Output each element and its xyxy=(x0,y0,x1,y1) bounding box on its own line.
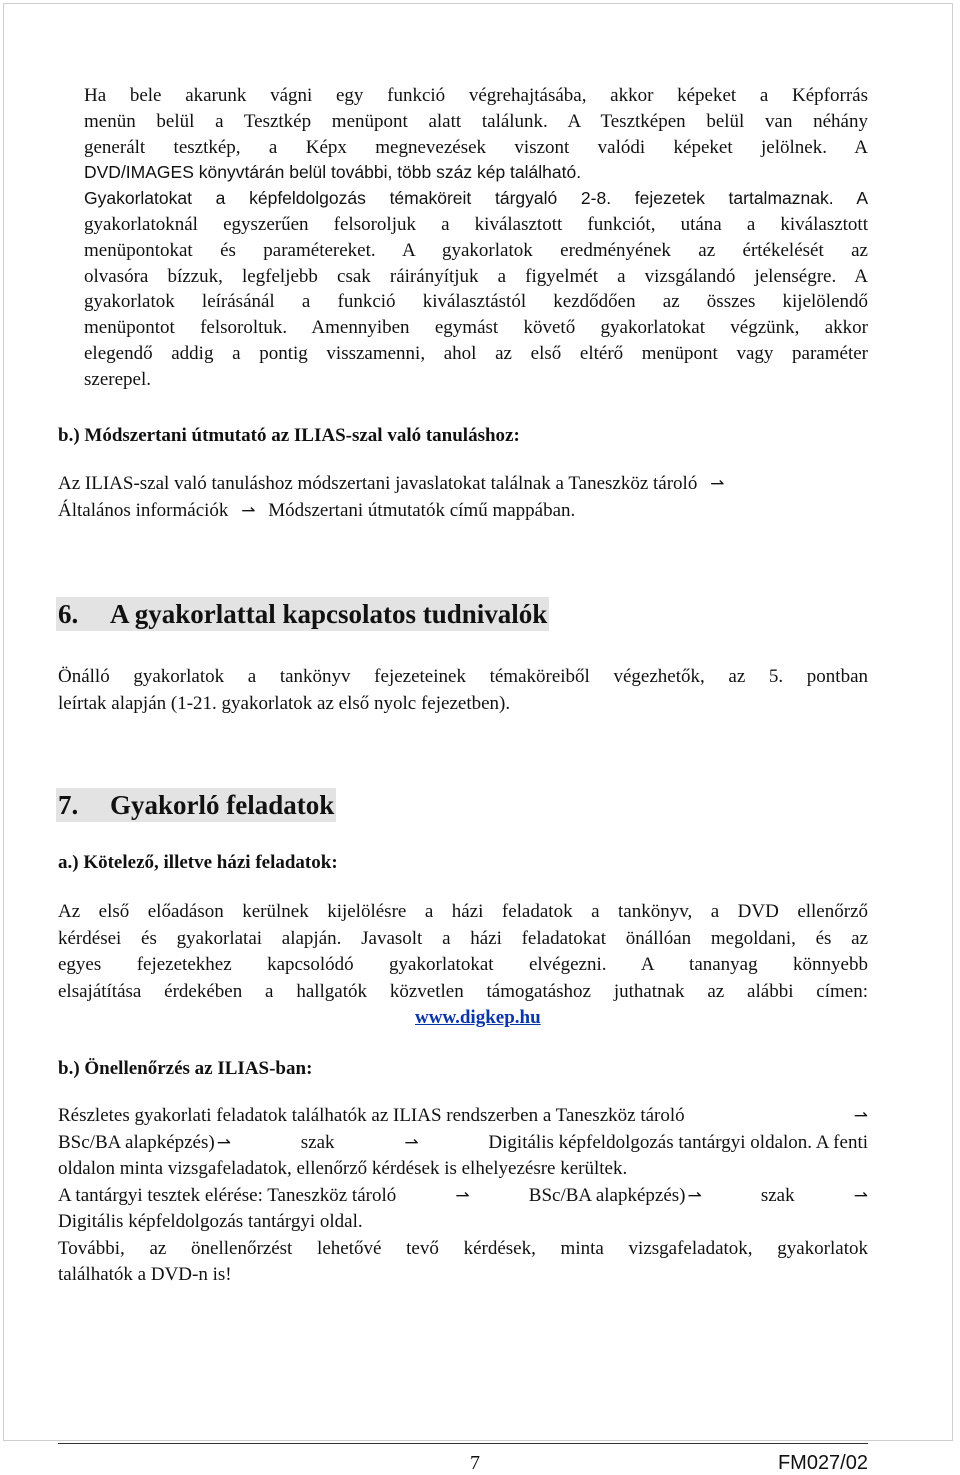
selfcheck-line xyxy=(58,1183,868,1210)
intro-line: menüpontot felsoroltuk. Amennyiben egymást követő gyakorlatokat végzünk, akkor xyxy=(84,317,868,339)
section-6-line: leírtak alapján (1-21. gyakorlatok az első nyolc fejezetben). xyxy=(58,692,511,714)
selfcheck-text: BSc/BA alapképzés) ⇀ xyxy=(58,1131,231,1153)
intro-paragraph xyxy=(84,83,868,393)
selfcheck-text: szak xyxy=(760,1184,795,1206)
selfcheck-line: További, az önellenőrzést lehetővé tevő kérdések, minta vizsgafeladatok, gyakorlatok xyxy=(58,1237,868,1259)
intro-line: generált tesztkép, a Képx megnevezések viszont valódi képeket jelölnek. A xyxy=(84,136,868,158)
intro-line: menün belül a Tesztkép menüpont alatt találunk. A Tesztképen belül van néhány xyxy=(84,110,868,132)
method-line-2 xyxy=(58,498,868,525)
selfcheck-line: Digitális képfeldolgozás tantárgyi oldal. xyxy=(58,1211,363,1232)
selfcheck-paragraph xyxy=(58,1103,868,1289)
digkep-link[interactable]: www.digkep.hu xyxy=(415,1007,541,1028)
method-text: Általános információk xyxy=(58,499,229,521)
page-number: 7 xyxy=(470,1452,480,1474)
selfcheck-line: találhatók a DVD-n is! xyxy=(58,1264,232,1285)
arrow-icon: ⇀ xyxy=(687,1185,702,1206)
selfcheck-line xyxy=(58,1130,868,1157)
section-6-line: Önálló gyakorlatok a tankönyv fejezeteinek témaköreiből végezhetők, az 5. pontban xyxy=(58,666,868,687)
section-6-title xyxy=(56,597,549,631)
section-number: 7. xyxy=(58,790,79,820)
method-paragraph xyxy=(58,471,868,524)
intro-line: gyakorlatoknál egyszerűen felsoroljuk a kiválasztott funkciót, utána a kiválasztott xyxy=(84,213,868,235)
arrow-icon: ⇀ xyxy=(710,474,725,494)
arrow-icon: ⇀ xyxy=(404,1132,419,1153)
section-7-title xyxy=(56,788,336,822)
selfcheck-text: A tantárgyi tesztek elérése: Taneszköz tároló xyxy=(58,1184,397,1206)
intro-line: szerepel. xyxy=(84,368,151,390)
arrow-icon: ⇀ xyxy=(241,500,256,521)
method-line-1 xyxy=(58,471,868,498)
arrow-icon: ⇀ xyxy=(455,1185,470,1206)
intro-line: Ha bele akarunk vágni egy funkció végrehajtásába, akkor képeket a Képforrás xyxy=(84,85,868,106)
homework-heading: a.) Kötelező, illetve házi feladatok: xyxy=(58,852,338,873)
method-heading: b.) Módszertani útmutató az ILIAS-szal való tanuláshoz: xyxy=(58,425,520,446)
method-text: Az ILIAS-szal való tanuláshoz módszertani javaslatokat találnak a Taneszköz tároló xyxy=(58,473,698,494)
intro-line: elegendő addig a pontig visszamenni, ahol az első eltérő menüpont vagy paraméter xyxy=(84,342,868,364)
section-title-text: Gyakorló feladatok xyxy=(110,790,335,820)
arrow-icon: ⇀ xyxy=(853,1106,868,1126)
selfcheck-text: BSc/BA alapképzés) ⇀ xyxy=(528,1184,702,1206)
arrow-icon: ⇀ xyxy=(853,1185,868,1206)
section-6-paragraph xyxy=(58,664,868,717)
method-text: Módszertani útmutatók című mappában. xyxy=(268,499,576,521)
selfcheck-text: Részletes gyakorlati feladatok találhatók az ILIAS rendszerben a Taneszköz tároló xyxy=(58,1105,685,1126)
section-number: 6. xyxy=(58,599,79,629)
homework-line: egyes fejezetekhez kapcsolódó gyakorlatokat elvégezni. A tananyag könnyebb xyxy=(58,954,868,975)
section-title-text: A gyakorlattal kapcsolatos tudnivalók xyxy=(110,599,548,629)
selfcheck-line: oldalon minta vizsgafeladatok, ellenőrző kérdések is elhelyezésre kerültek. xyxy=(58,1158,628,1179)
footer-rule xyxy=(58,1443,868,1444)
intro-line: Gyakorlatokat a képfeldolgozás témaköreit tárgyaló 2-8. fejezetek tartalmaznak. A xyxy=(84,188,868,209)
intro-line: DVD/IMAGES könyvtárán belül további, több száz kép található. xyxy=(84,162,582,183)
homework-line: Az első előadáson kerülnek kijelölésre a házi feladatok a tankönyv, a DVD ellenőrző xyxy=(58,901,868,922)
homework-line: elsajátítása érdekében a hallgatók közvetlen támogatáshoz juthatnak az alábbi címen: xyxy=(58,980,868,1002)
selfcheck-heading: b.) Önellenőrzés az ILIAS-ban: xyxy=(58,1058,313,1079)
selfcheck-text: Digitális képfeldolgozás tantárgyi oldalon. A fenti xyxy=(488,1131,868,1153)
homework-paragraph xyxy=(58,899,868,1005)
arrow-icon: ⇀ xyxy=(216,1132,231,1153)
document-code: FM027/02 xyxy=(777,1452,868,1474)
selfcheck-line xyxy=(58,1103,868,1130)
homework-line: kérdései és gyakorlatai alapján. Javasolt a házi feladatokat önállóan megoldani, és az xyxy=(58,927,868,949)
intro-line: menüpontokat és paramétereket. A gyakorlatok eredményének az értékelését az xyxy=(84,239,868,261)
intro-line: olvasóra bízzuk, legfeljebb csak ráirányítjuk a figyelmét a vizsgálandó jelenségre. A xyxy=(84,265,868,287)
intro-line: gyakorlatok leírásánál a funkció kiválasztástól kezdődően az összes kijelölendő xyxy=(84,291,868,313)
selfcheck-text: szak xyxy=(300,1131,335,1153)
